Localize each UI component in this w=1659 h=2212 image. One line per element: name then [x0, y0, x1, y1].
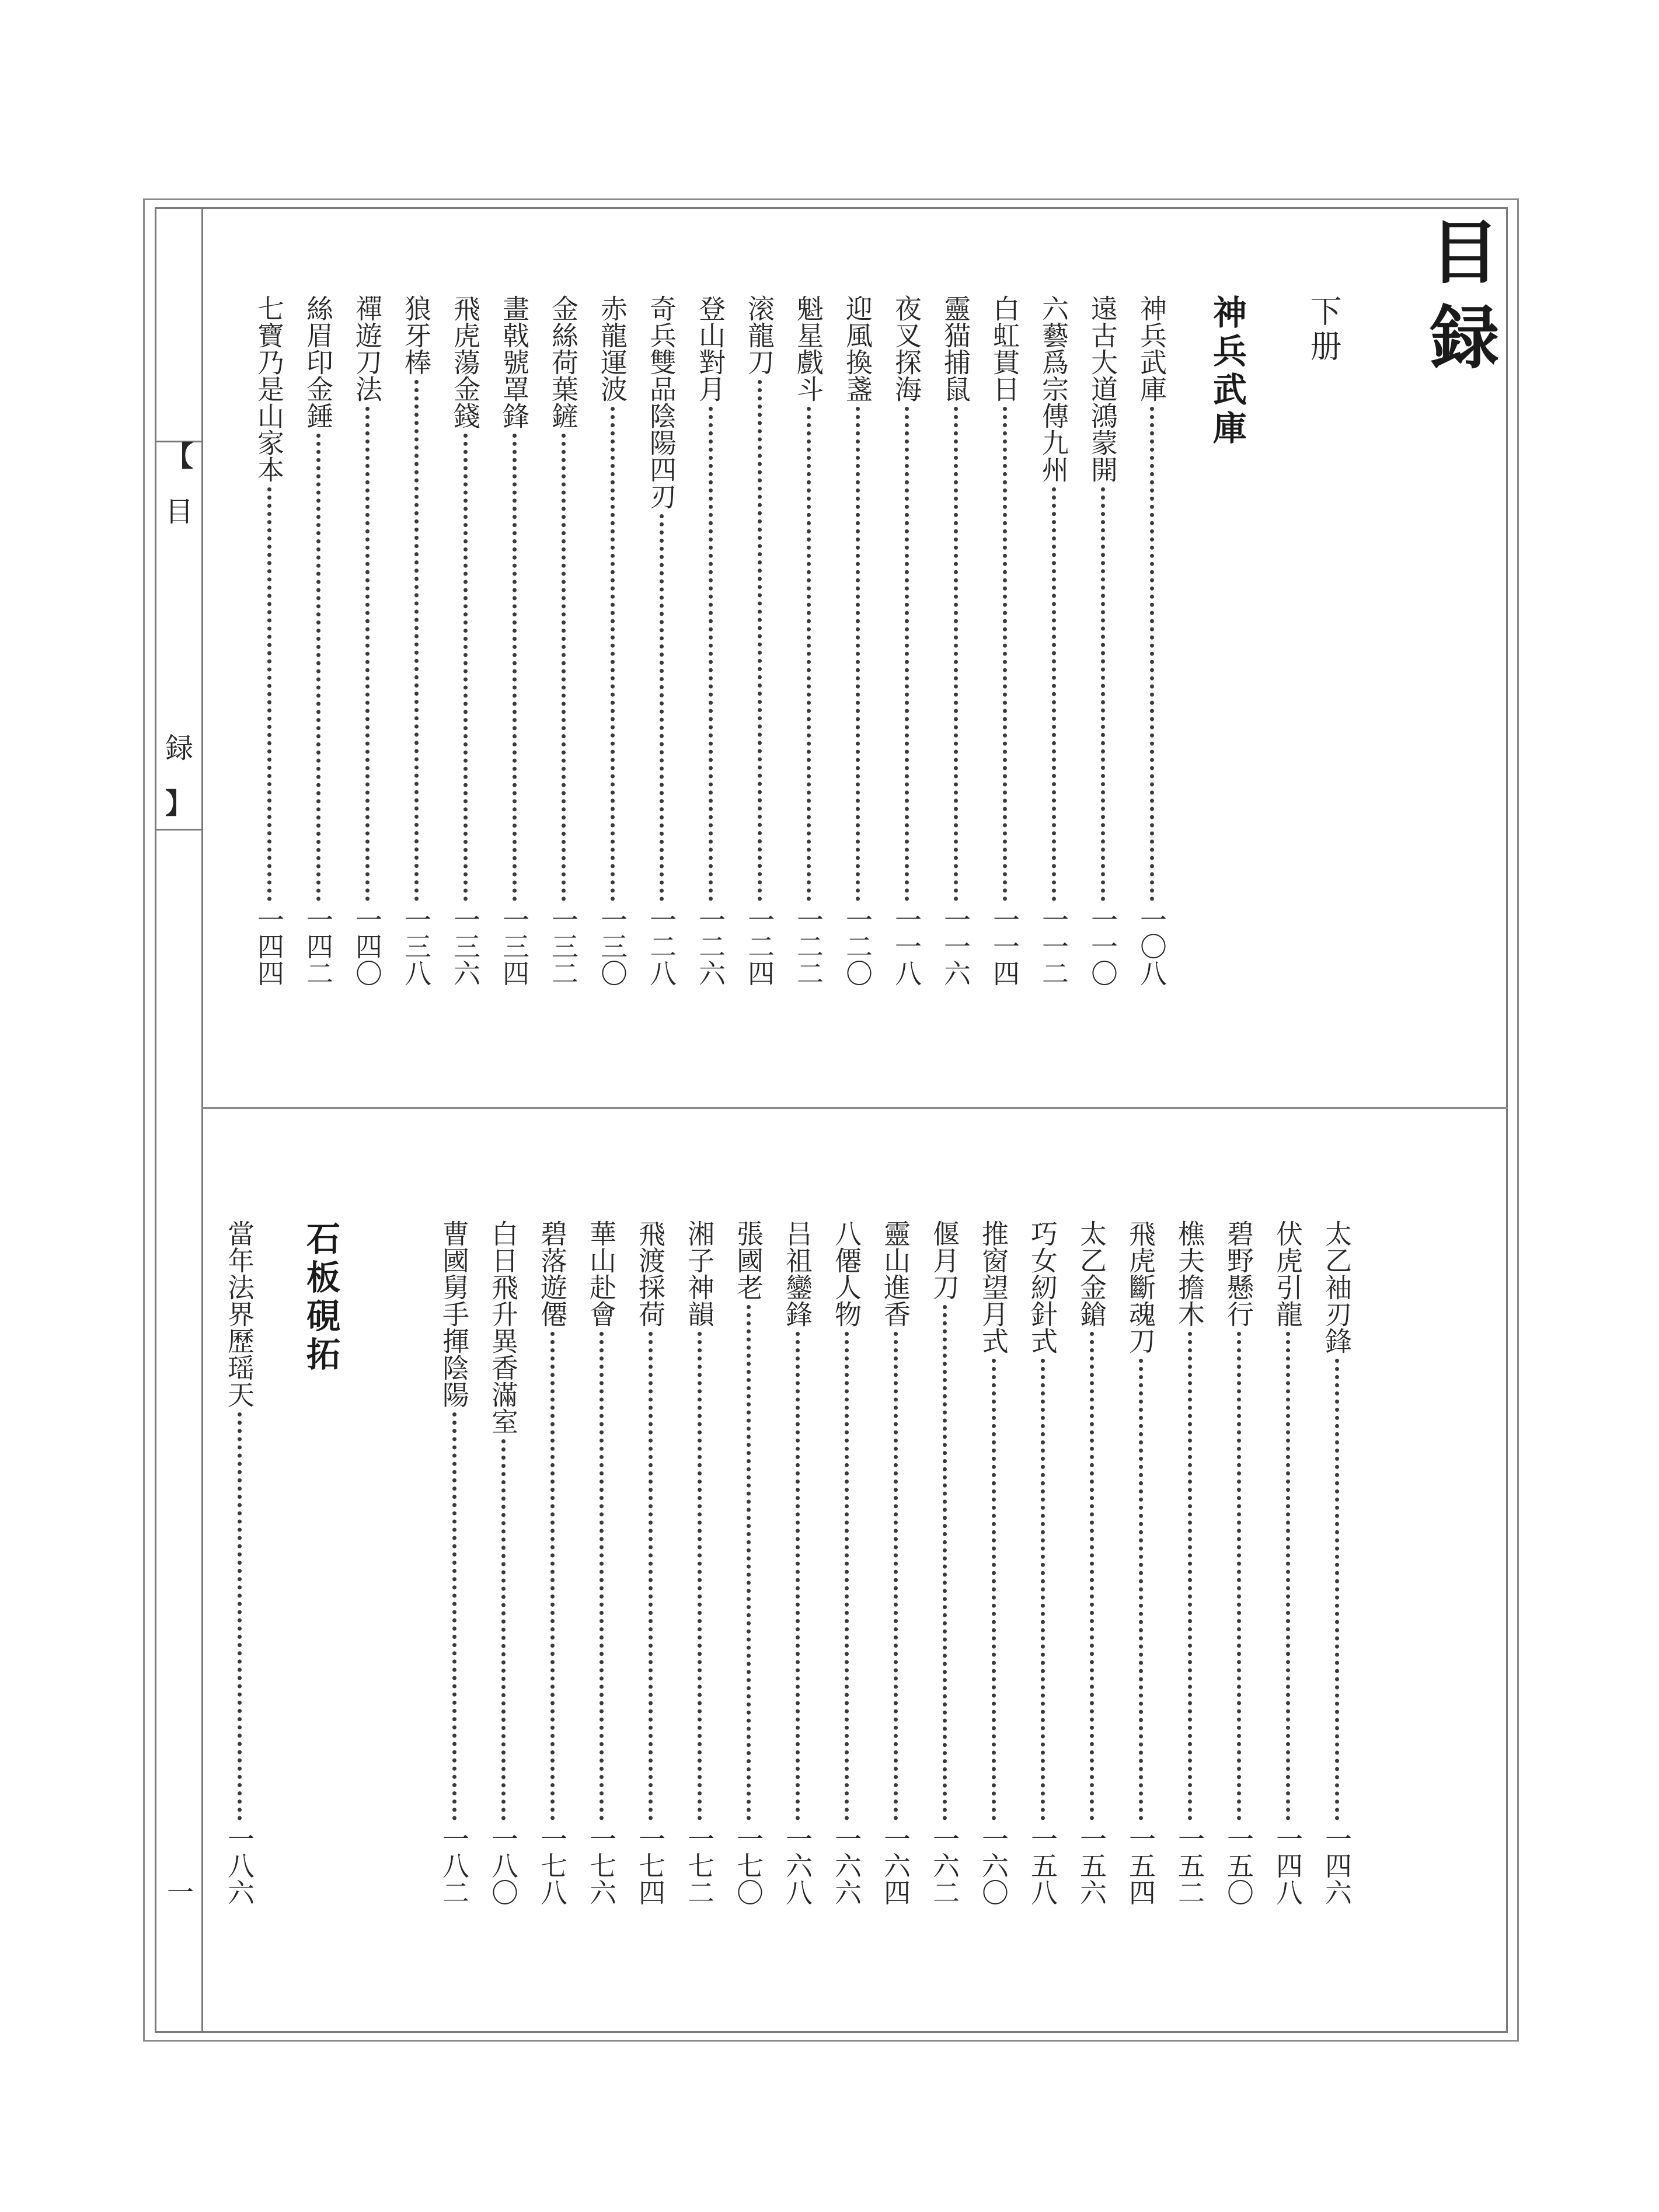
toc-leader-dots [894, 1332, 898, 1820]
toc-entry [399, 295, 434, 986]
toc-entry-title: 伏虎引龍 [1272, 1220, 1304, 1327]
toc-entry-page: 一三四 [499, 906, 530, 986]
toc-leader-dots [1003, 407, 1007, 901]
toc-entry-title: 靈猫捕鼠 [940, 295, 971, 402]
toc-entry [1172, 1220, 1207, 1906]
toc-leader-dots [1041, 1359, 1045, 1820]
toc-leader-dots [1139, 1359, 1143, 1820]
toc-leader-dots [1052, 487, 1056, 901]
toc-entry-title: 滚龍刀 [744, 295, 775, 375]
toc-entry [486, 1220, 521, 1906]
toc-entry [1074, 1220, 1109, 1906]
toc-entry-title: 巧女紉針式 [1027, 1220, 1058, 1354]
toc-entry-page: 一八二 [438, 1825, 470, 1906]
toc-entry [889, 295, 924, 986]
toc-leader-dots [698, 1332, 702, 1820]
toc-leader-dots [807, 407, 811, 901]
toc-entry-page: 一四〇 [351, 906, 383, 986]
toc-entry [1221, 1220, 1256, 1906]
toc-entry-page: 一五四 [1125, 1825, 1156, 1906]
toc-entry [693, 295, 728, 986]
toc-entry [301, 295, 336, 986]
toc-leader-dots [1335, 1359, 1339, 1820]
toc-leader-dots [1237, 1332, 1241, 1820]
section-title-shiban: 石板硯拓 [301, 1221, 340, 1375]
half-divider [201, 1107, 1508, 1109]
toc-entry [791, 295, 826, 986]
toc-entry [350, 295, 385, 986]
toc-entry-title: 碧野懸行 [1223, 1220, 1254, 1327]
toc-entry [437, 1220, 472, 1906]
toc-entry-page: 一六〇 [978, 1825, 1009, 1906]
toc-entry-title: 魁星戲斗 [793, 295, 824, 402]
folio-char-lu: 録 [165, 732, 193, 765]
toc-entry [1025, 1220, 1060, 1906]
toc-leader-dots [758, 380, 762, 901]
toc-entry-title: 曹國舅手揮陰陽 [438, 1220, 470, 1408]
toc-entry-title: 奇兵雙品陰陽四刃 [646, 295, 677, 510]
toc-entry-page: 一四六 [1321, 1825, 1353, 1906]
toc-leader-dots [649, 1332, 653, 1820]
volume-label: 下册 [1305, 295, 1342, 365]
toc-entry-title: 張國老 [733, 1220, 764, 1300]
margin-rule [201, 207, 203, 2033]
toc-leader-dots [267, 487, 271, 901]
section-title-shenbing: 神兵武庫 [1207, 295, 1247, 449]
folio-bracket-close: 】 [165, 787, 193, 820]
toc-entry [497, 295, 532, 986]
toc-entry-title: 神兵武庫 [1136, 295, 1167, 402]
toc-entry [927, 1220, 962, 1906]
toc-entry-page: 一一六 [940, 906, 971, 986]
toc-leader-dots [452, 1412, 456, 1820]
toc-entry-title: 畫戟號罩鋒 [499, 295, 530, 429]
toc-leader-dots [611, 407, 615, 901]
toc-entry-page: 一六六 [831, 1825, 862, 1906]
toc-entry-page: 一五八 [1027, 1825, 1058, 1906]
toc-leader-dots [501, 1439, 506, 1820]
toc-entry-title: 禪遊刀法 [351, 295, 383, 402]
toc-entry-title: 六藝爲宗傳九州 [1038, 295, 1069, 483]
toc-leader-dots [905, 407, 909, 901]
toc-entry-page: 一四八 [1272, 1825, 1304, 1906]
toc-entry-title: 靈山進香 [880, 1220, 911, 1327]
toc-entry-page: 一一八 [891, 906, 922, 986]
toc-entry-page: 一四四 [253, 906, 285, 986]
toc-leader-dots [1090, 1332, 1094, 1820]
toc-entry [535, 1220, 570, 1906]
toc-leader-dots [1150, 407, 1154, 901]
toc-leader-dots [845, 1332, 849, 1820]
toc-entry-page: 一二四 [744, 906, 775, 986]
toc-entry-page: 一三六 [449, 906, 481, 986]
toc-entry-title: 樵夫擔木 [1174, 1220, 1205, 1327]
toc-entry-page: 一七〇 [733, 1825, 764, 1906]
toc-entry-title: 絲眉印金錘 [302, 295, 334, 429]
toc-entry [222, 1220, 257, 1906]
toc-entry-title: 白虹貫日 [989, 295, 1020, 402]
toc-entry-page: 一〇八 [1136, 906, 1167, 986]
toc-entry-title: 推窗望月式 [978, 1220, 1009, 1354]
toc-leader-dots [856, 407, 860, 901]
toc-entry-page: 一六四 [880, 1825, 911, 1906]
toc-entry [840, 295, 875, 986]
toc-entry-page: 一三〇 [597, 906, 628, 986]
toc-entry [1085, 295, 1120, 986]
toc-leader-dots [1188, 1332, 1192, 1820]
toc-entry-page: 一三八 [400, 906, 432, 986]
toc-entry [987, 295, 1022, 986]
toc-entry-title: 七寶乃是山家本 [253, 295, 285, 483]
toc-entry-page: 一二〇 [842, 906, 873, 986]
toc-entry-page: 一四二 [302, 906, 334, 986]
toc-entry [1036, 295, 1071, 986]
page-number: 一 [163, 1878, 194, 1905]
toc-entry-page: 一六二 [929, 1825, 960, 1906]
toc-entry [1123, 1220, 1158, 1906]
toc-leader-dots [414, 380, 419, 901]
toc-entry [595, 295, 630, 986]
folio-bracket-open: 【 [165, 440, 193, 473]
toc-leader-dots [316, 434, 320, 901]
toc-entry-title: 華山赴會 [585, 1220, 617, 1327]
toc-entry-title: 當年法界歷瑶天 [224, 1220, 255, 1408]
toc-entry-page: 一五六 [1076, 1825, 1107, 1906]
toc-leader-dots [600, 1332, 604, 1820]
toc-entry-title: 白日飛升異香滿室 [487, 1220, 519, 1435]
toc-entry-title: 狼牙棒 [400, 295, 432, 375]
toc-entry [731, 1220, 766, 1906]
toc-entry-title: 登山對月 [695, 295, 726, 402]
toc-entry-title: 赤龍運波 [597, 295, 628, 402]
toc-entry-title: 夜叉探海 [891, 295, 922, 402]
toc-entry [644, 295, 679, 986]
toc-leader-dots [660, 514, 664, 901]
toc-entry-page: 一三二 [548, 906, 579, 986]
toc-entry-page: 一二六 [695, 906, 726, 986]
folio-strip [159, 442, 200, 828]
toc-entry-page: 一七八 [536, 1825, 568, 1906]
toc-entry-title: 飛虎斷魂刀 [1125, 1220, 1156, 1354]
toc-entry [252, 295, 287, 986]
folio-rule-bottom [155, 829, 201, 831]
toc-entry [682, 1220, 717, 1906]
toc-entry-page: 一一二 [1038, 906, 1069, 986]
toc-entry-page: 一七二 [684, 1825, 715, 1906]
toc-entry [878, 1220, 913, 1906]
toc-entry [546, 295, 581, 986]
toc-entry-page: 一五〇 [1223, 1825, 1254, 1906]
toc-entry-title: 吕祖鑾鋒 [782, 1220, 813, 1327]
toc-entry [448, 295, 483, 986]
toc-leader-dots [365, 407, 370, 901]
toc-entry-page: 一二八 [646, 906, 677, 986]
toc-leader-dots [709, 407, 713, 901]
toc-leader-dots [1286, 1332, 1290, 1820]
toc-entry-title: 遠古大道鴻蒙開 [1087, 295, 1118, 483]
folio-char-mu: 目 [165, 496, 193, 528]
toc-entry-page: 一八〇 [487, 1825, 519, 1906]
toc-entry-page: 一一〇 [1087, 906, 1118, 986]
toc-leader-dots [562, 434, 566, 901]
toc-leader-dots [943, 1305, 947, 1820]
toc-entry [1270, 1220, 1305, 1906]
page-title: 目録 [1418, 216, 1500, 386]
toc-entry-page: 一六八 [782, 1825, 813, 1906]
toc-entry [633, 1220, 668, 1906]
toc-entry-title: 太乙金鎗 [1076, 1220, 1107, 1327]
toc-entry-title: 八僊人物 [831, 1220, 862, 1327]
toc-entry [780, 1220, 815, 1906]
toc-entry-title: 飛渡採荷 [635, 1220, 666, 1327]
toc-leader-dots [747, 1305, 751, 1820]
toc-entry [829, 1220, 864, 1906]
toc-entry-title: 太乙袖刃鋒 [1321, 1220, 1353, 1354]
toc-leader-dots [238, 1412, 242, 1820]
toc-leader-dots [796, 1332, 800, 1820]
toc-entry-page: 一七六 [585, 1825, 617, 1906]
toc-entry-page: 一五二 [1174, 1825, 1205, 1906]
toc-entry-page: 一七四 [635, 1825, 666, 1906]
toc-entry-title: 偃月刀 [929, 1220, 960, 1300]
toc-entry [1319, 1220, 1354, 1906]
toc-entry [938, 295, 973, 986]
toc-entry-page: 一八六 [224, 1825, 255, 1906]
toc-entry-title: 飛虎蕩金錢 [449, 295, 481, 429]
toc-leader-dots [1101, 487, 1105, 901]
toc-entry-page: 一一四 [989, 906, 1020, 986]
toc-leader-dots [992, 1359, 996, 1820]
toc-entry-page: 一二二 [793, 906, 824, 986]
toc-leader-dots [463, 434, 468, 901]
toc-leader-dots [550, 1332, 555, 1820]
toc-entry [742, 295, 777, 986]
toc-leader-dots [513, 434, 517, 901]
toc-entry-title: 金絲荷葉鏟 [548, 295, 579, 429]
toc-leader-dots [954, 407, 958, 901]
toc-entry [976, 1220, 1011, 1906]
toc-entry-title: 迎風換盞 [842, 295, 873, 402]
toc-entry-title: 湘子神韻 [684, 1220, 715, 1327]
toc-entry [1134, 295, 1169, 986]
toc-entry [584, 1220, 619, 1906]
toc-entry-title: 碧落遊僊 [536, 1220, 568, 1327]
